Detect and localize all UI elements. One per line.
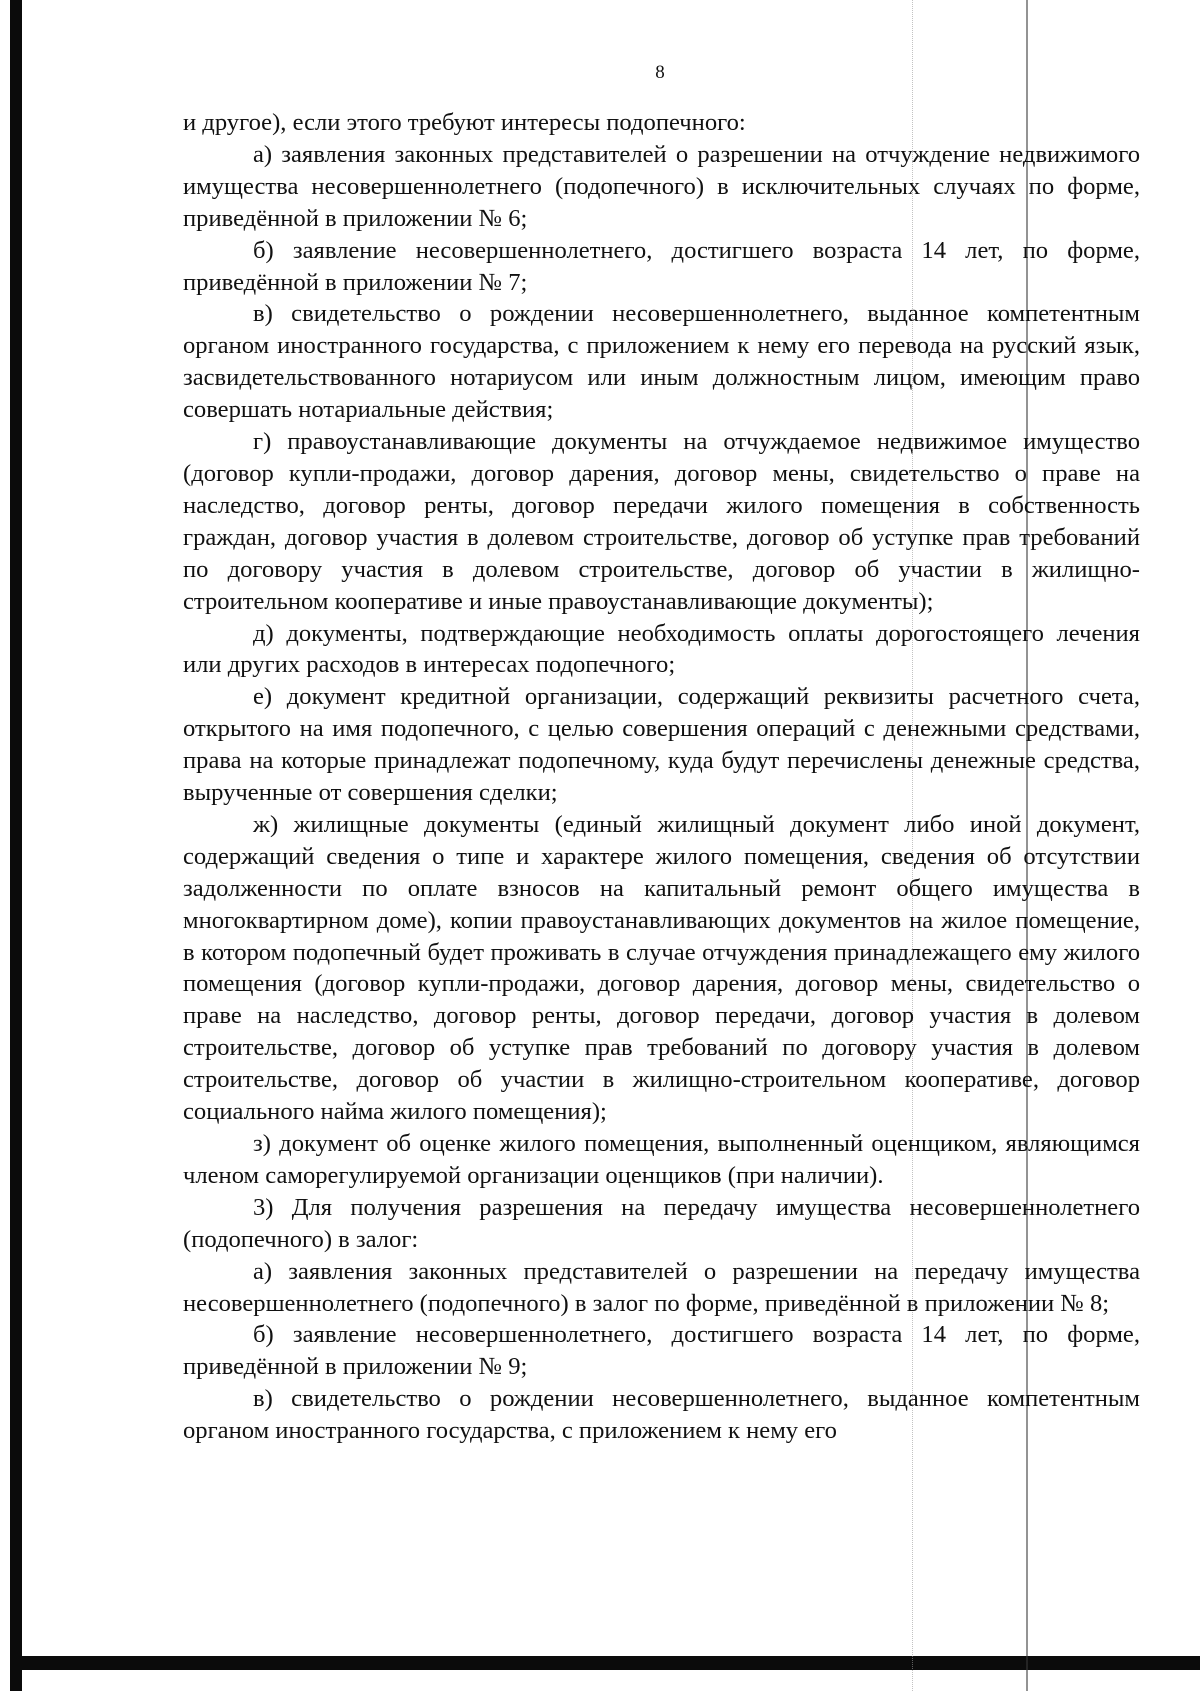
paragraph-item-d: д) документы, подтверждающие необходимость оплаты дорогостоящего лечения или других расходов в интересах подопечного; <box>183 619 1140 679</box>
paragraph-item-z: з) документ об оценке жилого помещения, выполненный оценщиком, являющимся членом саморегулируемой организации оценщиков (при наличии). <box>183 1130 1140 1189</box>
paragraph-item-g: г) правоустанавливающие документы на отчуждаемое недвижимое имущество (договор купли-продажи, договор дарения, договор мены, свидетельство о праве на наследство, договор ренты, договор передачи жилого помещения в собственность граждан, договор участия в долевом строительстве, договор об уступке прав требований по договору участия в долевом строительстве, договор об участии в жилищно-строительном кооперативе и иные правоустанавливающие документы); <box>183 428 1140 615</box>
paragraph-item-v: в) свидетельство о рождении несовершеннолетнего, выданное компетентным органом иностранного государства, с приложением к нему его перевода на русский язык, засвидетельствованного нотариусом или иным должностным лицом, имеющим право совершать нотариальные действия; <box>183 300 1140 424</box>
paragraph-item-v-2: в) свидетельство о рождении несовершеннолетнего, выданное компетентным органом иностранного государства, с приложением к нему его <box>183 1385 1140 1445</box>
paragraph-item-e: е) документ кредитной организации, содержащий реквизиты расчетного счета, открытого на имя подопечного, с целью совершения операций с денежными средствами, права на которые принадлежат подопечному, куда будут перечислены денежные средства, вырученные от совершения сделки; <box>183 683 1140 807</box>
paragraph-item-a: а) заявления законных представителей о разрешении на отчуждение недвижимого имущества несовершеннолетнего (подопечного) в исключительных случаях по форме, приведённой в приложении № 6; <box>183 140 1140 232</box>
paragraph-section-3: 3) Для получения разрешения на передачу имущества несовершеннолетнего (подопечного) в залог: <box>183 1193 1140 1253</box>
page-number: 8 <box>655 62 665 83</box>
scan-edge-left <box>10 0 22 1691</box>
document-body <box>183 107 1140 1447</box>
paragraph-continuation: и другое), если этого требуют интересы подопечного: <box>183 109 746 136</box>
paragraph-item-b: б) заявление несовершеннолетнего, достигшего возраста 14 лет, по форме, приведённой в приложении № 7; <box>183 236 1140 296</box>
paragraph-item-b-2: б) заявление несовершеннолетнего, достигшего возраста 14 лет, по форме, приведённой в приложении № 9; <box>183 1321 1140 1381</box>
paragraph-item-a-2: а) заявления законных представителей о разрешении на передачу имущества несовершеннолетнего (подопечного) в залог по форме, приведённой в приложении № 8; <box>183 1257 1140 1317</box>
paragraph-item-zh: ж) жилищные документы (единый жилищный документ либо иной документ, содержащий сведения о типе и характере жилого помещения, сведения об отсутствии задолженности по оплате взносов на капитальный ремонт общего имущества в многоквартирном доме), копии правоустанавливающих документов на жилое помещение, в котором подопечный будет проживать в случае отчуждения принадлежащего ему жилого помещения (договор купли-продажи, договор дарения, договор мены, свидетельство о праве на наследство, договор ренты, договор передачи, договор участия в долевом строительстве, договор об уступке прав требований по договору участия в долевом строительстве, договор об участии в жилищно-строительном кооперативе, договор социального найма жилого помещения); <box>183 810 1140 1126</box>
scan-edge-bottom <box>10 1656 1200 1670</box>
